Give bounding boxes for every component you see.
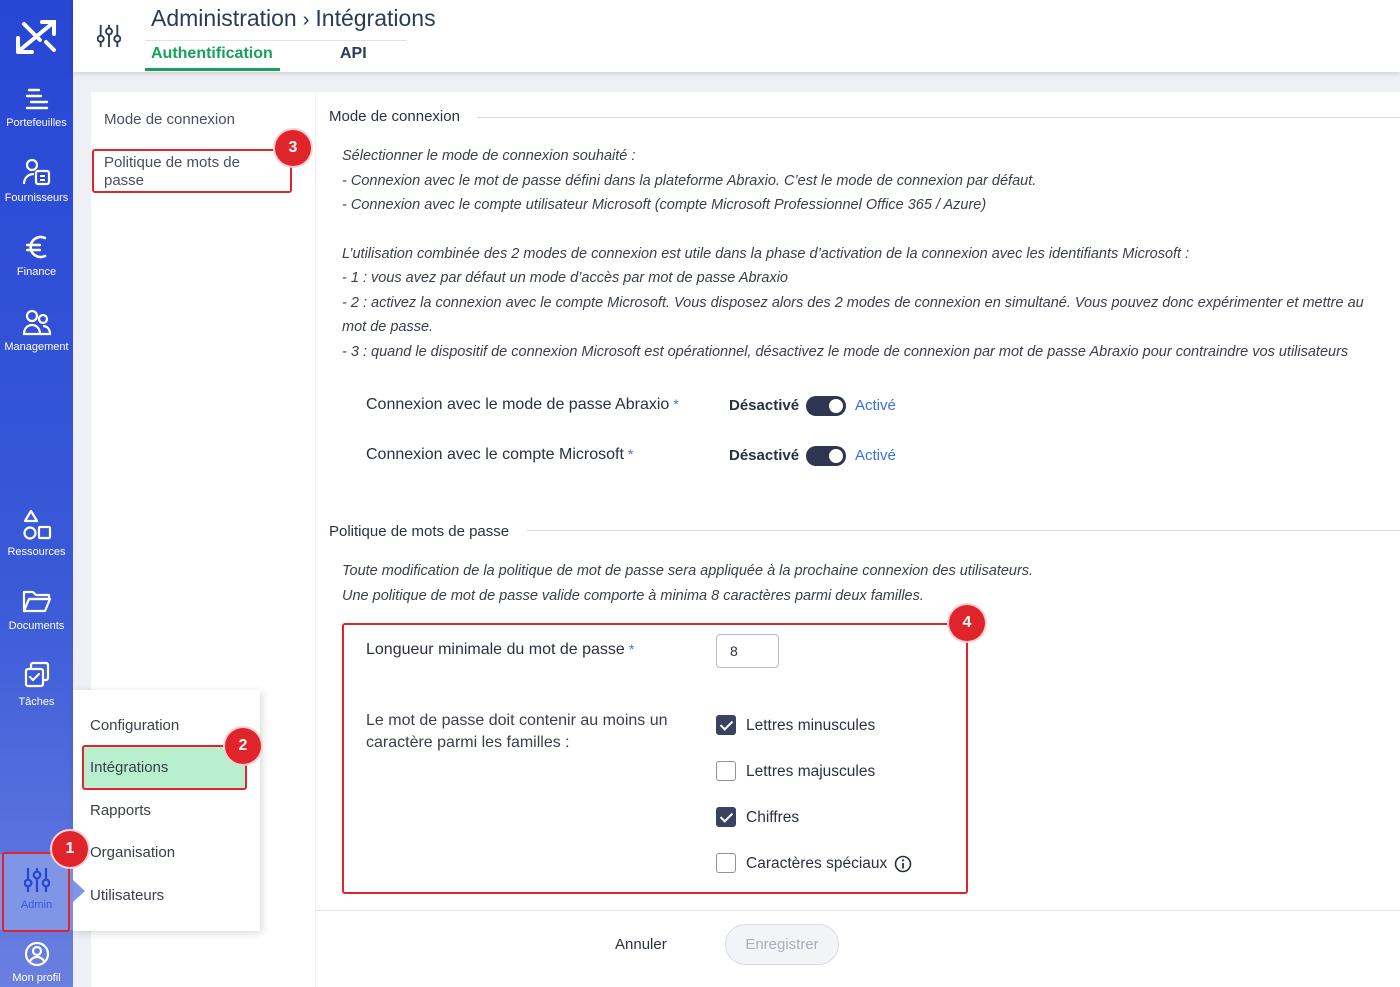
description-line: - 3 : quand le dispositif de connexion Microsoft est opérationnel, désactivez le mode de connexion par mot de passe Abraxio pour contraindre vos utilisateurs bbox=[342, 343, 1349, 360]
nav-label: Documents bbox=[8, 620, 65, 632]
abraxio-password-label bbox=[366, 396, 679, 414]
shapes-icon bbox=[22, 509, 52, 541]
toggle-on-label: Activé bbox=[855, 397, 896, 414]
section-divider bbox=[527, 530, 1400, 531]
nav-item-mon-profil[interactable] bbox=[0, 941, 73, 987]
nav-item-fournisseurs[interactable] bbox=[0, 157, 73, 204]
annotation-box-4 bbox=[342, 623, 968, 894]
menu-item-utilisateurs[interactable]: Utilisateurs bbox=[90, 887, 165, 904]
connection-description bbox=[342, 144, 1364, 364]
annotation-badge-3: 3 bbox=[275, 130, 311, 166]
checkbox-label: Chiffres bbox=[746, 809, 800, 826]
profile-icon bbox=[24, 941, 50, 967]
section-divider bbox=[477, 117, 1400, 118]
required-marker: * bbox=[627, 446, 634, 462]
menu-pointer bbox=[73, 880, 85, 902]
portfolio-icon bbox=[23, 84, 51, 112]
footer-divider bbox=[316, 910, 1400, 911]
nav-label: Admin bbox=[20, 899, 53, 911]
menu-item-organisation[interactable]: Organisation bbox=[90, 844, 176, 861]
euro-icon bbox=[23, 233, 51, 261]
checkbox-label: Lettres majuscules bbox=[746, 763, 876, 780]
menu-item-rapports[interactable]: Rapports bbox=[90, 802, 151, 819]
nav-label: Mon profil bbox=[12, 972, 61, 984]
nav-item-ressources[interactable] bbox=[0, 509, 73, 558]
section-title-mode-connexion: Mode de connexion bbox=[329, 108, 460, 125]
nav-label: Tâches bbox=[18, 696, 55, 708]
annotation-badge-4: 4 bbox=[949, 605, 985, 641]
field-label-text: Longueur minimale du mot de passe bbox=[366, 641, 625, 658]
toggle-knob bbox=[829, 399, 843, 413]
description-line: - 2 : activez la connexion avec le compte Microsoft. Vous disposez alors des 2 modes de connexion en simultané. Vous pouvez donc expérimenter et mettre au bbox=[342, 294, 1364, 311]
field-label-text: Connexion avec le compte Microsoft bbox=[366, 446, 624, 463]
toggle-off-label: Désactivé bbox=[729, 397, 800, 414]
people-icon bbox=[22, 308, 52, 336]
tasks-icon bbox=[23, 661, 51, 691]
nav-item-finance[interactable] bbox=[0, 233, 73, 278]
nav-item-taches[interactable] bbox=[0, 661, 73, 708]
header-divider bbox=[145, 40, 407, 41]
nav-item-portefeuilles[interactable] bbox=[0, 84, 73, 129]
nav-label: Management bbox=[4, 341, 69, 353]
tab-authentification[interactable]: Authentification bbox=[151, 45, 273, 62]
required-marker: * bbox=[673, 396, 679, 412]
breadcrumb-separator: › bbox=[302, 9, 310, 31]
menu-item-configuration[interactable]: Configuration bbox=[90, 717, 180, 734]
description-line: - Connexion avec le compte utilisateur Microsoft (compte Microsoft Professionnel Office 365 / Azure) bbox=[342, 197, 987, 213]
annotation-box-3 bbox=[92, 149, 292, 193]
checkbox-label: Caractères spéciaux bbox=[746, 855, 888, 872]
breadcrumb bbox=[151, 5, 436, 32]
annotation-badge-1: 1 bbox=[52, 831, 88, 867]
cancel-button[interactable]: Annuler bbox=[615, 936, 667, 953]
breadcrumb-current: Intégrations bbox=[315, 5, 436, 31]
section-nav-mode-connexion[interactable]: Mode de connexion bbox=[104, 111, 235, 128]
min-length-input[interactable]: 8 bbox=[716, 634, 779, 668]
description-line: - 1 : vous avez par défaut un mode d’accès par mot de passe Abraxio bbox=[342, 270, 788, 286]
description-line: mot de passe. bbox=[342, 319, 434, 335]
nav-label: Finance bbox=[16, 266, 57, 278]
page-header bbox=[73, 0, 1400, 72]
nav-item-documents[interactable] bbox=[0, 587, 73, 632]
toggle-knob bbox=[829, 449, 843, 463]
required-marker: * bbox=[628, 641, 635, 657]
description-line: Toute modification de la politique de mot de passe sera appliquée à la prochaine connexion des utilisateurs. bbox=[342, 563, 1034, 579]
active-tab-indicator bbox=[145, 68, 280, 71]
microsoft-account-toggle[interactable] bbox=[806, 446, 846, 466]
suppliers-icon bbox=[22, 157, 52, 187]
abraxio-password-toggle[interactable] bbox=[806, 396, 846, 416]
families-label: Le mot de passe doit contenir au moins un caractère parmi les familles : bbox=[366, 712, 668, 751]
nav-label: Ressources bbox=[7, 546, 66, 558]
microsoft-account-label bbox=[366, 446, 633, 464]
description-line: Sélectionner le mode de connexion souhaité : bbox=[342, 148, 636, 164]
toggle-off-label: Désactivé bbox=[729, 447, 800, 464]
menu-item-integrations[interactable]: Intégrations bbox=[90, 759, 169, 776]
checkbox-label: Lettres minuscules bbox=[746, 717, 876, 734]
annotation-badge-2: 2 bbox=[225, 728, 261, 764]
description-line: Une politique de mot de passe valide comporte à minima 8 caractères parmi deux familles. bbox=[342, 587, 924, 604]
field-label-text: Connexion avec le mode de passe Abraxio bbox=[366, 396, 670, 413]
policy-description bbox=[342, 559, 1033, 608]
annotation-box-2 bbox=[82, 745, 247, 790]
section-nav-politique-mdp[interactable]: Politique de mots de passe bbox=[104, 154, 240, 189]
nav-item-management[interactable] bbox=[0, 308, 73, 353]
toggle-on-label: Activé bbox=[855, 447, 896, 464]
folder-icon bbox=[22, 587, 52, 615]
description-line: L’utilisation combinée des 2 modes de connexion est utile dans la phase d’activation de la connexion avec les identifiants Microsoft : bbox=[342, 245, 1190, 262]
tab-api[interactable]: API bbox=[340, 45, 367, 62]
admin-menu bbox=[73, 690, 260, 931]
nav-label: Portefeuilles bbox=[6, 117, 67, 129]
save-button[interactable]: Enregistrer bbox=[725, 924, 839, 965]
description-line: - Connexion avec le mot de passe défini dans la plateforme Abraxio. C’est le mode de connexion par défaut. bbox=[342, 172, 1037, 189]
sliders-icon bbox=[97, 23, 121, 49]
section-title-politique-mdp: Politique de mots de passe bbox=[329, 523, 510, 540]
nav-label: Fournisseurs bbox=[4, 192, 69, 204]
breadcrumb-root[interactable]: Administration bbox=[151, 5, 297, 31]
abraxio-logo-icon[interactable] bbox=[14, 16, 60, 56]
